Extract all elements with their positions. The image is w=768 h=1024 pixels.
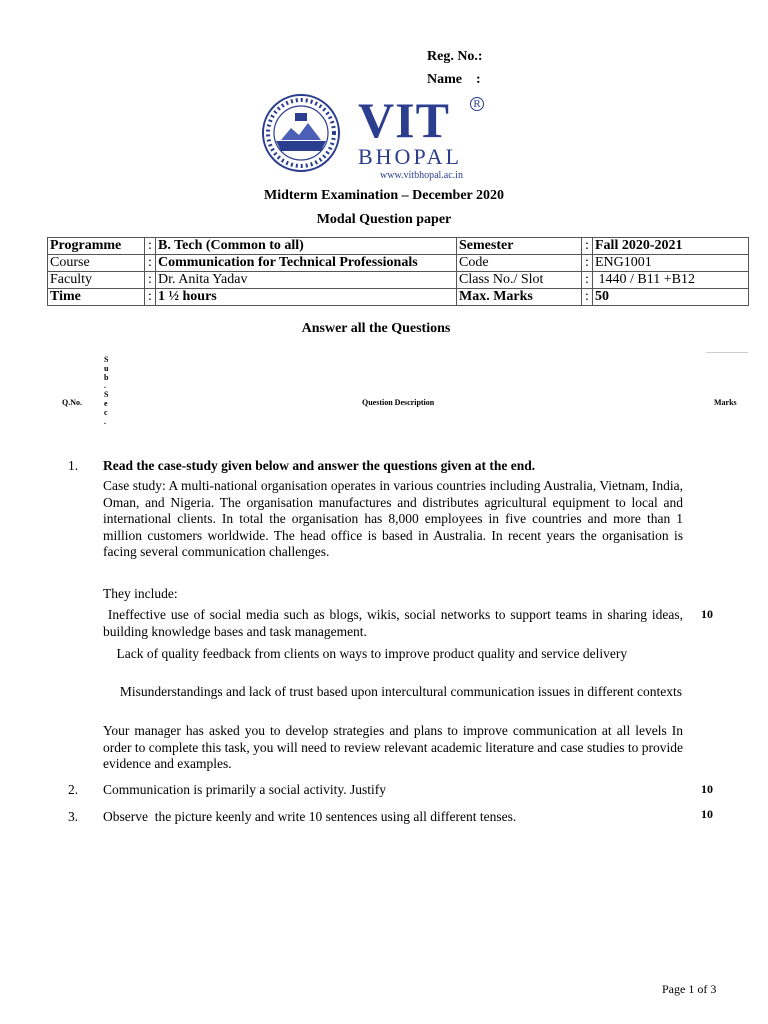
case-study-text: Case study: A multi-national organisation operates in various countries including Australia, Vietnam, India, Oman, and Nigeria. The organisation manufactures and distributes agricultural equipment to local and international clients. In total the organisation has 8,000 employees in five countries and more than 1 million customers worldwide. The head office is based in Australia. In recent years the organisation is facing several communication challenges.	[103, 478, 683, 559]
question-marks: 10	[701, 607, 713, 621]
separator: :	[145, 255, 156, 272]
info-key: Class No./ Slot	[457, 272, 582, 289]
separator: :	[582, 289, 593, 306]
registered-icon: R	[470, 97, 484, 111]
list-item: Misunderstandings and lack of trust based upon intercultural communication issues in different contexts	[103, 684, 683, 699]
table-row	[48, 255, 749, 272]
logo-sub: BHOPAL	[358, 144, 462, 169]
info-key: Programme	[48, 238, 145, 255]
question-text: Communication is primarily a social activity. Justify	[103, 782, 386, 797]
divider	[706, 352, 748, 353]
table-row	[48, 289, 749, 306]
info-key: Code	[457, 255, 582, 272]
info-value: 1 ½ hours	[156, 289, 457, 306]
list-item: Ineffective use of social media such as blogs, wikis, social networks to support teams in sharing ideas, building knowledge bases and task management.	[103, 607, 687, 639]
paper-title: Modal Question paper	[316, 212, 452, 227]
institute-seal	[261, 93, 341, 173]
info-value: 50	[593, 289, 749, 306]
name-label: Name :	[427, 72, 481, 87]
page-number: Page 1 of 3	[662, 982, 717, 996]
question-heading: Read the case-study given below and answer the questions given at the end.	[103, 458, 536, 473]
info-value: Fall 2020-2021	[593, 238, 749, 255]
separator: :	[582, 238, 593, 255]
course-info-table	[47, 237, 749, 306]
question-text: Observe the picture keenly and write 10 sentences using all different tenses.	[103, 809, 517, 824]
info-key: Time	[48, 289, 145, 306]
reg-no-label: Reg. No.:	[427, 49, 483, 64]
info-value: B. Tech (Common to all)	[156, 238, 457, 255]
desc-header: Question Description	[362, 398, 435, 407]
table-row	[48, 272, 749, 289]
info-value: Communication for Technical Professionals	[156, 255, 457, 272]
table-row	[48, 238, 749, 255]
marks-header: Marks	[714, 398, 737, 407]
info-key: Course	[48, 255, 145, 272]
separator: :	[145, 238, 156, 255]
logo-text: VIT	[358, 92, 450, 148]
exam-title: Midterm Examination – December 2020	[263, 188, 505, 203]
vit-logo	[358, 92, 498, 183]
question-marks: 10	[701, 807, 713, 821]
info-key: Max. Marks	[457, 289, 582, 306]
info-value: Dr. Anita Yadav	[156, 272, 457, 289]
instruction: Answer all the Questions	[301, 321, 451, 336]
question-marks: 10	[701, 782, 713, 796]
separator: :	[145, 289, 156, 306]
separator: :	[582, 255, 593, 272]
subsec-header: S u b . S e c .	[104, 355, 109, 426]
info-key: Faculty	[48, 272, 145, 289]
task-text: Your manager has asked you to develop strategies and plans to improve communication at all levels In order to complete this task, you will need to review relevant academic literature and case studies to provide evidence and examples.	[103, 723, 683, 771]
logo-url: www.vitbhopal.ac.in	[380, 170, 463, 181]
info-key: Semester	[457, 238, 582, 255]
list-item: Lack of quality feedback from clients on ways to improve product quality and service delivery	[103, 646, 628, 661]
list-intro: They include:	[103, 586, 178, 601]
info-value: 1440 / B11 +B12	[593, 272, 749, 289]
qno-header: Q.No.	[62, 398, 82, 407]
separator: :	[145, 272, 156, 289]
question-number: 2.	[68, 782, 79, 797]
info-value: ENG1001	[593, 255, 749, 272]
separator: :	[582, 272, 593, 289]
question-number: 3.	[68, 809, 79, 824]
question-number: 1.	[68, 458, 79, 473]
